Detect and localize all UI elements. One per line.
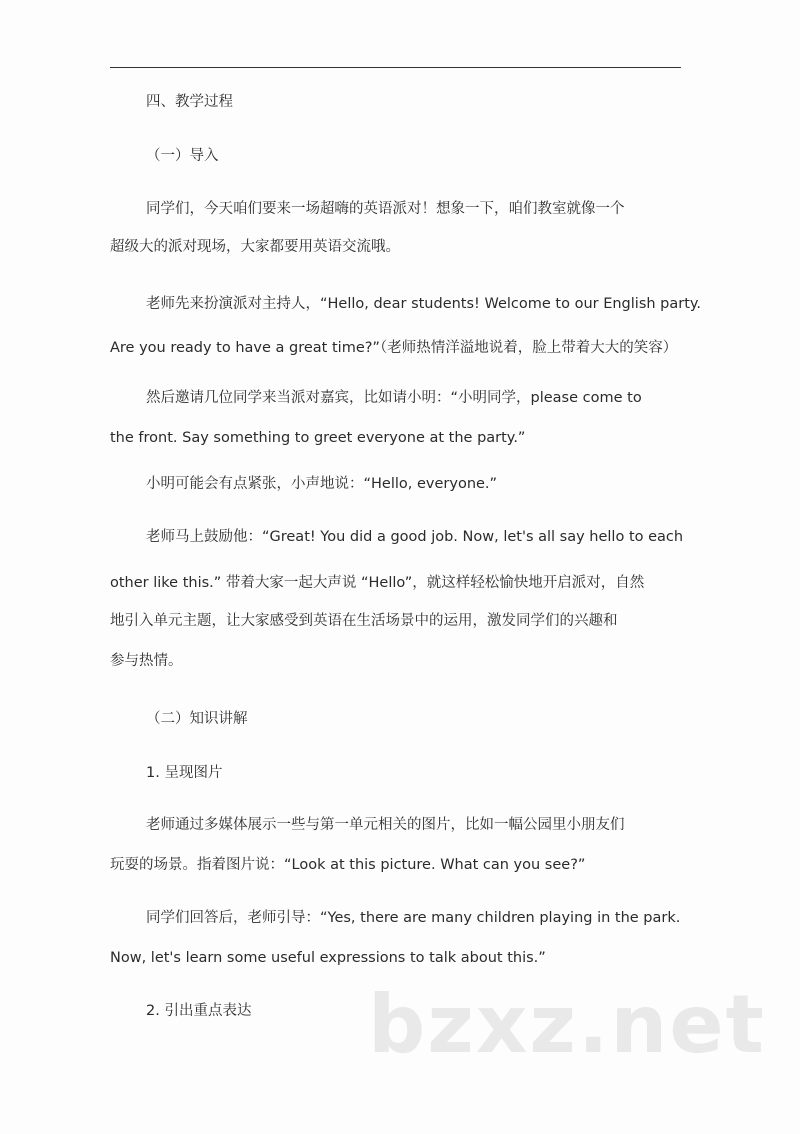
paragraph-line: 同学们回答后，老师引导：“Yes, there are many children playing in the park.	[146, 910, 681, 926]
paragraph-line: the front. Say something to greet everyone at the party.”	[110, 430, 526, 446]
paragraph-line: 超级大的派对现场，大家都要用英语交流哦。	[110, 239, 400, 255]
paragraph-line: 老师马上鼓励他：“Great! You did a good job. Now, let's all say hello to each	[146, 529, 684, 545]
list-item-title: 2. 引出重点表达	[146, 1003, 252, 1019]
paragraph-line: Now, let's learn some useful expressions to talk about this.”	[110, 950, 546, 966]
paragraph-line: 参与热情。	[110, 653, 183, 669]
paragraph-line: 同学们，今天咱们要来一场超嗨的英语派对！想象一下，咱们教室就像一个	[146, 201, 625, 217]
paragraph-line: 然后邀请几位同学来当派对嘉宾，比如请小明：“小明同学，please come to	[146, 390, 642, 406]
paragraph-line: other like this.” 带着大家一起大声说 “Hello”，就这样轻松愉快地开启派对，自然	[110, 575, 645, 591]
paragraph-line: 老师先来扮演派对主持人，“Hello, dear students! Welcome to our English party.	[146, 296, 702, 312]
list-item-title: 1. 呈现图片	[146, 765, 223, 781]
paragraph-line: 玩耍的场景。指着图片说：“Look at this picture. What can you see?”	[110, 857, 586, 873]
watermark: bzxz.net	[368, 978, 766, 1071]
section-heading: 四、教学过程	[146, 94, 233, 110]
subsection-title-intro: （一）导入	[146, 148, 219, 164]
subsection-title-knowledge: （二）知识讲解	[146, 711, 248, 727]
header-rule	[110, 67, 681, 68]
paragraph-line: Are you ready to have a great time?”（老师热情洋溢地说着，脸上带着大大的笑容）	[110, 340, 678, 356]
paragraph-line: 小明可能会有点紧张，小声地说：“Hello, everyone.”	[146, 476, 498, 492]
paragraph-line: 地引入单元主题，让大家感受到英语在生活场景中的运用，激发同学们的兴趣和	[110, 613, 618, 629]
paragraph-line: 老师通过多媒体展示一些与第一单元相关的图片，比如一幅公园里小朋友们	[146, 817, 625, 833]
